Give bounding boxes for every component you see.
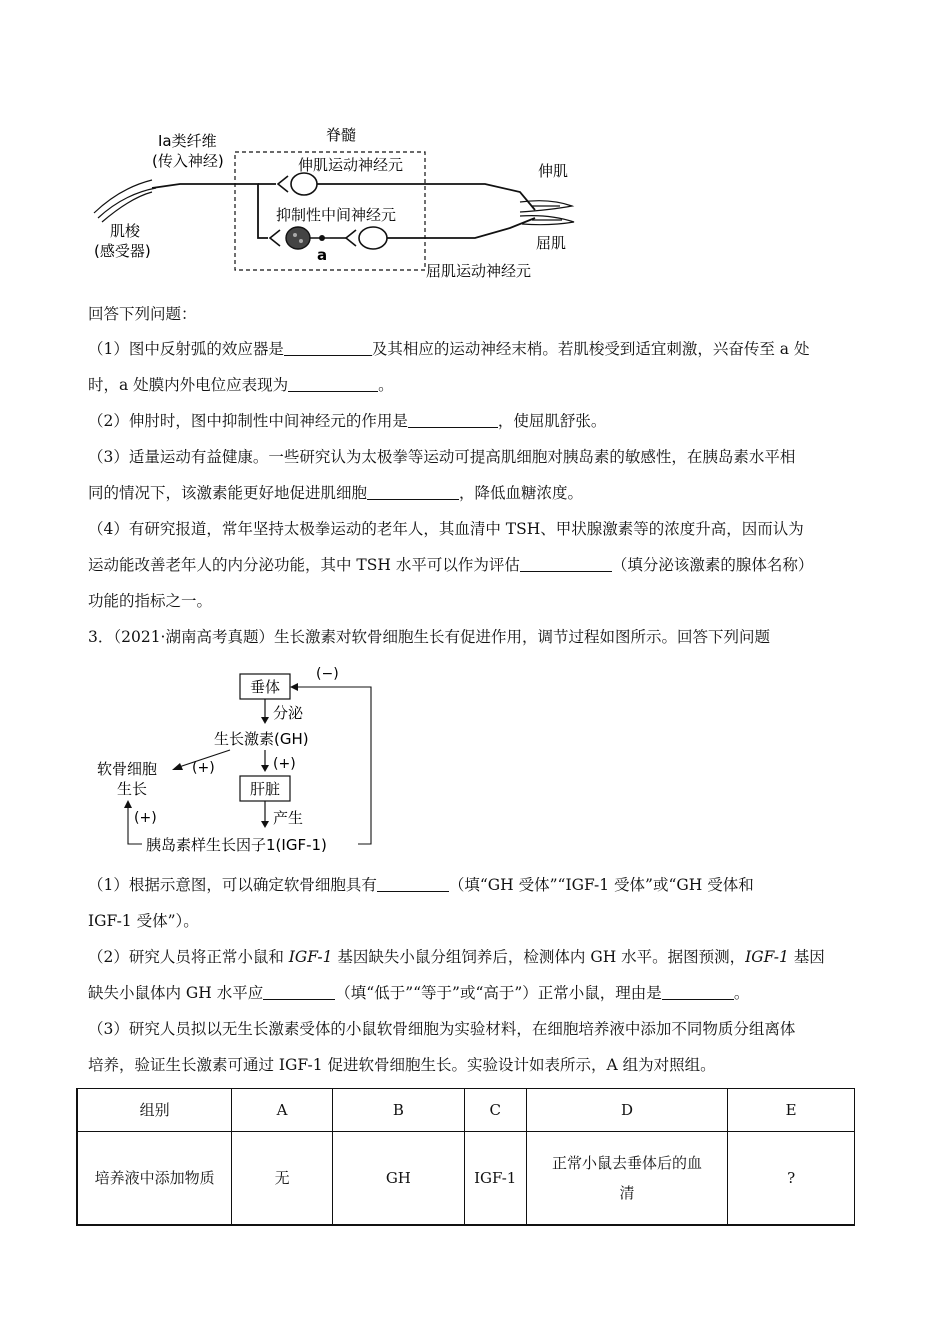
q3-part2-line1: （2）研究人员将正常小鼠和 IGF-1 基因缺失小鼠分组饲养后，检测体内 GH 水平。据图预测，IGF-1 基因 [88,948,825,966]
ia-fiber-label: Ⅰa类纤维 [158,132,217,150]
answer-blank[interactable] [263,983,335,1000]
q3-part1-line2: IGF-1 受体”）。 [88,912,199,930]
q3-part1-line1: （1）根据示意图，可以确定软骨细胞具有 （填“GH 受体”“IGF-1 受体”或“GH 受体和 [88,876,754,894]
extensor-neuron-body [291,173,317,195]
table-header-cell: C [464,1089,526,1132]
q2-part4-line1: （4）有研究报道，常年坚持太极拳运动的老年人，其血清中 TSH、甲状腺激素等的浓度升高，因而认为 [88,520,804,538]
liver-label: 肝脏 [249,780,281,798]
q2-part3-line1: （3）适量运动有益健康。一些研究认为太极拳等运动可提高肌细胞对胰岛素的敏感性，在胰岛素水平相 [88,448,796,466]
table-row-label: 培养液中添加物质 [77,1132,232,1226]
answer-blank[interactable] [284,339,372,356]
pituitary-label: 垂体 [249,678,281,696]
inhibitory-interneuron-body [286,227,310,249]
answer-blank[interactable] [662,983,734,1000]
experiment-table [76,1088,855,1226]
table-cell: 无 [232,1132,333,1226]
minus-sign-feedback: (−) [316,666,339,682]
answer-blank[interactable] [288,375,378,392]
plus-sign-gh-cartilage: (+) [192,760,215,776]
answer-blank[interactable] [408,411,498,428]
q2-part4-line2: 运动能改善老年人的内分泌功能，其中 TSH 水平可以作为评估 （填分泌该激素的腺体名称） [88,556,814,574]
plus-sign-gh-liver: (+) [273,756,296,772]
afferent-label: (传入神经) [152,152,224,170]
flexor-label: 屈肌 [536,234,567,252]
cartilage-label-line2: 生长 [117,780,148,798]
q3-title: 3．（2021·湖南高考真题）生长激素对软骨细胞生长有促进作用，调节过程如图所示。回答下列问题 [88,628,770,646]
table-header-cell: D [526,1089,728,1132]
table-cell: ? [728,1132,855,1226]
secrete-label: 分泌 [273,704,304,722]
flexor-neuron-body [359,227,387,249]
q2-part1-line2: 时，a 处膜内外电位应表现为 。 [88,376,394,394]
table-header-cell: 组别 [77,1089,232,1132]
q2-part1-line1: （1）图中反射弧的效应器是 及其相应的运动神经末梢。若肌梭受到适宜刺激，兴奋传至 a 处 [88,340,810,358]
spinal-cord-label: 脊髓 [326,126,357,144]
afferent-fiber [152,184,268,238]
answer-blank[interactable] [520,555,612,572]
extensor-neuron-label: 伸肌运动神经元 [298,156,404,174]
inhibitory-interneuron-label: 抑制性中间神经元 [276,206,397,224]
igf-label: 胰岛素样生长因子1(IGF-1) [146,836,327,854]
table-row [77,1132,855,1226]
flexor-neuron-label: 屈肌运动神经元 [426,262,532,280]
point-a-label: a [317,246,328,264]
muscle-spindle-sketch [94,180,156,222]
muscle-spindle-label: 肌梭 [110,222,141,240]
table-header-cell: B [332,1089,464,1132]
reflex-arc-figure [80,118,600,288]
q2-part4-line3: 功能的指标之一。 [88,592,213,610]
flexor-motor-axon [387,218,535,238]
q2-part2: （2）伸肘时，图中抑制性中间神经元的作用是 ，使屈肌舒张。 [88,412,607,430]
produce-label: 产生 [273,809,304,827]
q2-part3-line2: 同的情况下，该激素能更好地促进肌细胞 ，降低血糖浓度。 [88,484,584,502]
answer-blank[interactable] [367,483,459,500]
q3-part3-line2: 培养，验证生长激素可通过 IGF-1 促进软骨细胞生长。实验设计如表所示，A 组为对照组。 [88,1056,716,1074]
gh-label: 生长激素(GH) [214,730,309,748]
plus-sign-igf-cartilage: (+) [134,810,157,826]
gh-regulation-figure [90,660,390,860]
table-header-cell: E [728,1089,855,1132]
table-header-row [77,1089,855,1132]
receptor-label: (感受器) [94,242,151,260]
table-cell: 正常小鼠去垂体后的血 清 [526,1132,728,1226]
q3-part3-line1: （3）研究人员拟以无生长激素受体的小鼠软骨细胞为实验材料，在细胞培养液中添加不同物质分组离体 [88,1020,796,1038]
cartilage-label-line1: 软骨细胞 [97,760,158,778]
q2-intro: 回答下列问题： [88,305,197,323]
table-cell: IGF-1 [464,1132,526,1226]
table-cell: GH [332,1132,464,1226]
extensor-label: 伸肌 [538,162,569,180]
answer-blank[interactable] [377,875,449,892]
table-header-cell: A [232,1089,333,1132]
q3-part2-line2: 缺失小鼠体内 GH 水平应 （填“低于”“等于”或“高于”）正常小鼠，理由是 。 [88,984,750,1002]
point-a-dot [319,235,325,241]
